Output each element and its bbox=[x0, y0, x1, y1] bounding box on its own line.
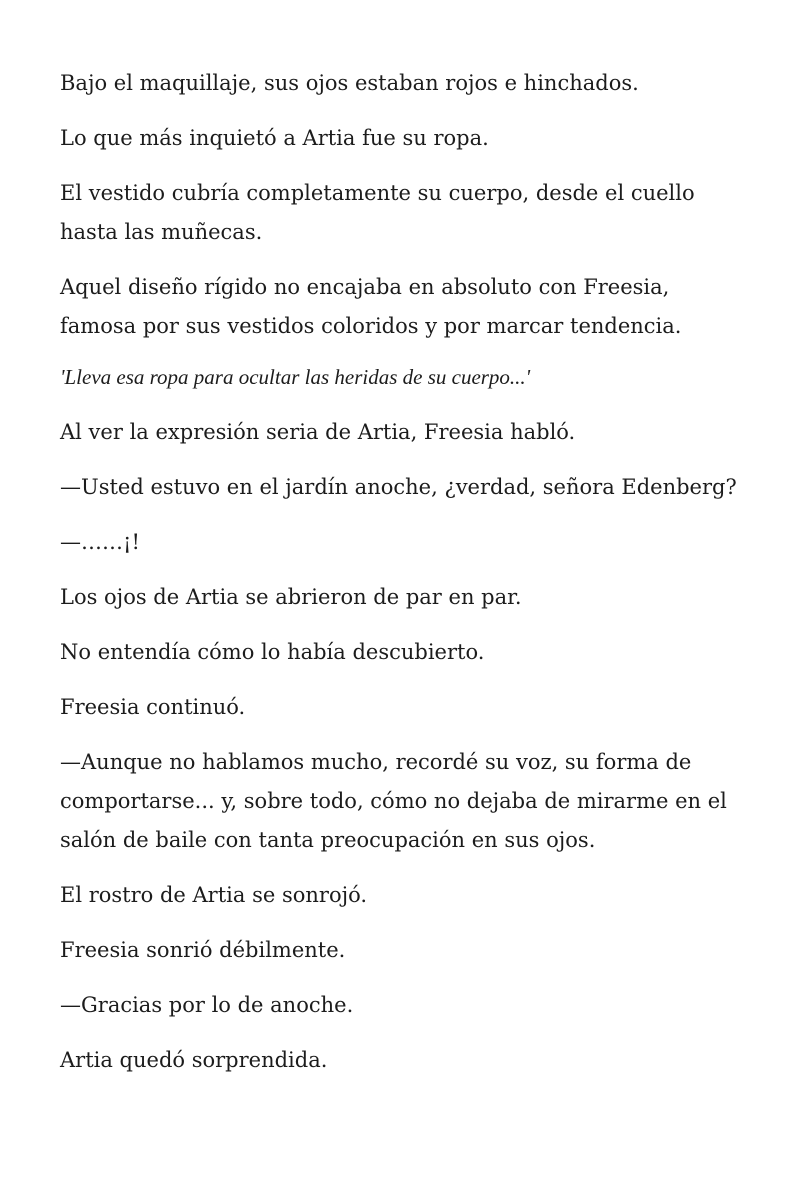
paragraph-surprised: Artia quedó sorprendida. bbox=[60, 1048, 328, 1072]
paragraph-expression: Al ver la expresión seria de Artia, Freesia habló. bbox=[60, 420, 576, 444]
dialogue-memory: —Aunque no hablamos mucho, recordé su voz, su forma de comportarse... y, sobre todo, cómo no dejaba de mirarme en el salón de baile con tanta preocupación en sus ojos. bbox=[60, 750, 727, 852]
paragraph-blush: El rostro de Artia se sonrojó. bbox=[60, 883, 368, 907]
dialogue-surprise: —……¡! bbox=[60, 530, 140, 554]
paragraph-continued: Freesia continuó. bbox=[60, 695, 246, 719]
dialogue-thanks: —Gracias por lo de anoche. bbox=[60, 993, 354, 1017]
paragraph-smile: Freesia sonrió débilmente. bbox=[60, 938, 346, 962]
paragraph-dress: El vestido cubría completamente su cuerpo, desde el cuello hasta las muñecas. bbox=[60, 181, 695, 244]
paragraph-design: Aquel diseño rígido no encajaba en absoluto con Freesia, famosa por sus vestidos coloridos y por marcar tendencia. bbox=[60, 275, 682, 338]
inner-thought: 'Lleva esa ropa para ocultar las heridas de su cuerpo...' bbox=[60, 365, 531, 389]
document-page bbox=[60, 64, 750, 1096]
paragraph-discovered: No entendía cómo lo había descubierto. bbox=[60, 640, 485, 664]
paragraph-makeup: Bajo el maquillaje, sus ojos estaban rojos e hinchados. bbox=[60, 71, 639, 95]
paragraph-eyes: Los ojos de Artia se abrieron de par en par. bbox=[60, 585, 522, 609]
paragraph-clothes: Lo que más inquietó a Artia fue su ropa. bbox=[60, 126, 489, 150]
dialogue-garden: —Usted estuvo en el jardín anoche, ¿verdad, señora Edenberg? bbox=[60, 475, 737, 499]
